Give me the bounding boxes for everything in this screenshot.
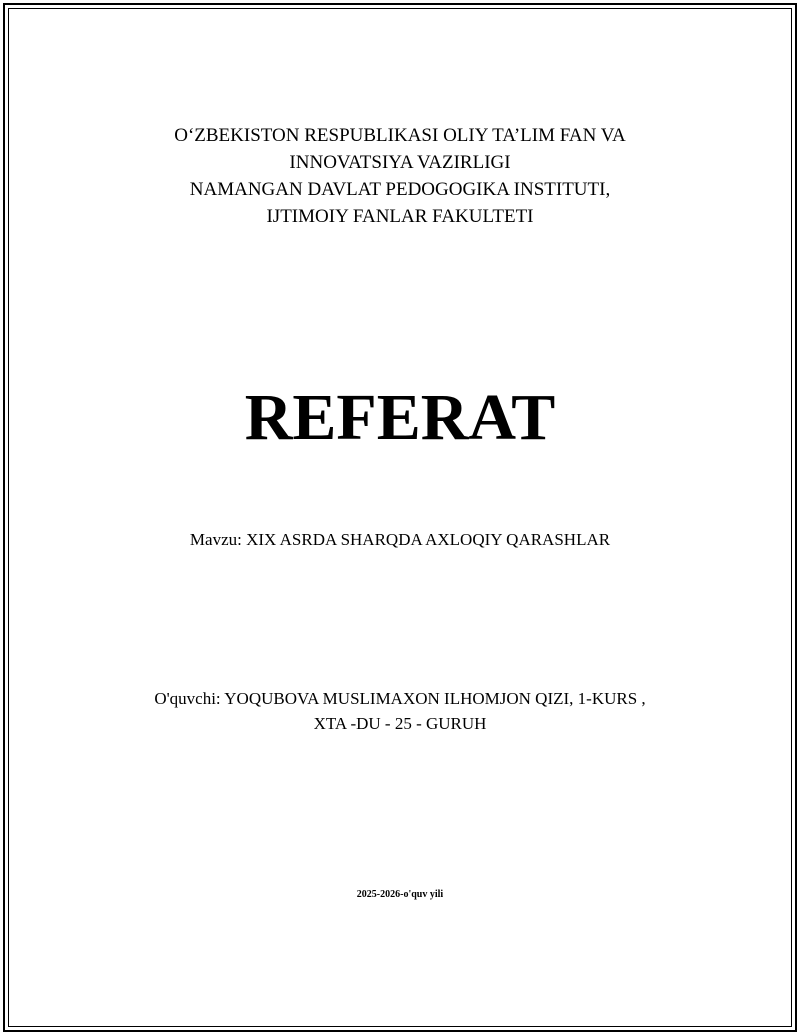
header-line-ministry-1: O‘ZBEKISTON RESPUBLIKASI OLIY TA’LIM FAN VA [174,125,626,146]
student-info [0,686,800,736]
header-line-faculty: IJTIMOIY FANLAR FAKULTETI [266,206,534,227]
header-line-ministry-2: INNOVATSIYA VAZIRLIGI [289,152,511,173]
student-name-line: O'quvchi: YOQUBOVA MUSLIMAXON ILHOMJON QIZI, 1-KURS , [154,689,646,708]
student-group-line: XTA -DU - 25 - GURUH [313,714,487,733]
header-line-institute: NAMANGAN DAVLAT PEDOGOGIKA INSTITUTI, [189,179,611,200]
academic-year: 2025-2026-o'quv yili [356,889,444,900]
institution-header [0,122,800,230]
document-title: REFERAT [244,381,556,454]
topic-line: Mavzu: XIX ASRDA SHARQDA AXLOQIY QARASHLAR [189,530,611,549]
